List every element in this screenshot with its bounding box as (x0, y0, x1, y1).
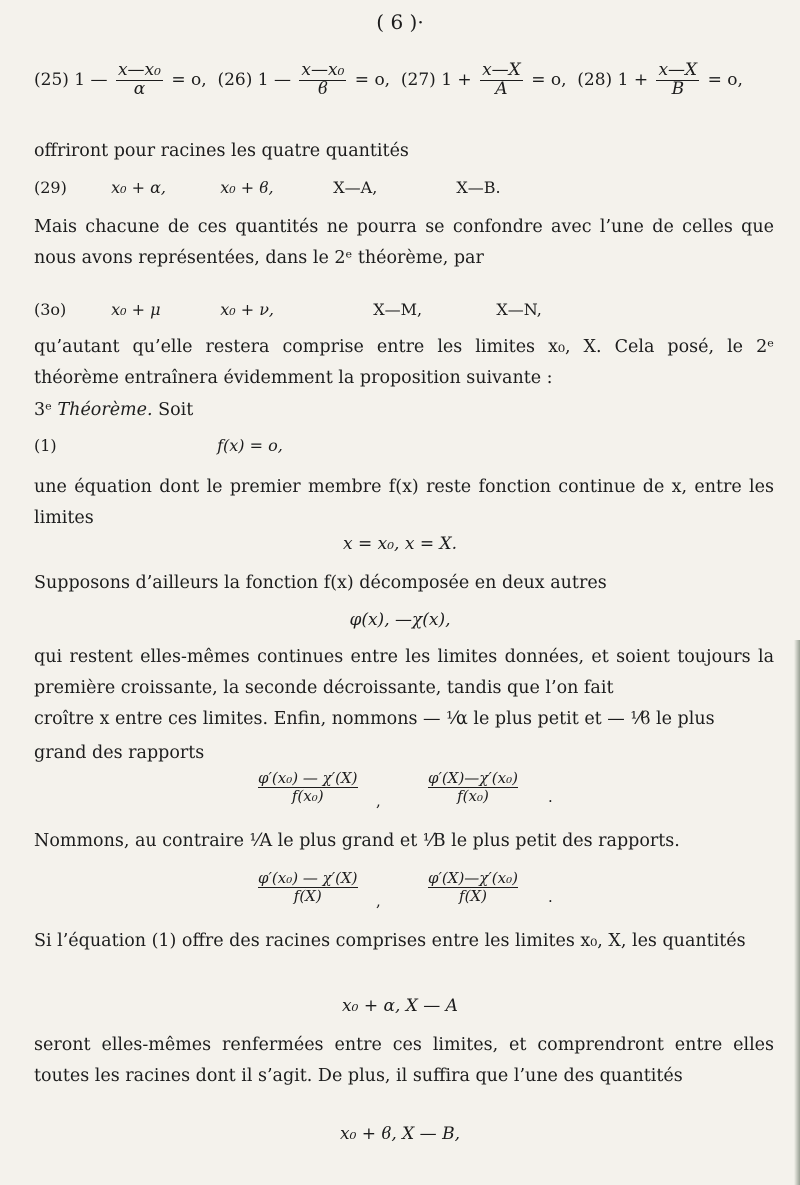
quantities-2: x₀ + ϐ, X — B, (340, 1124, 460, 1144)
eq-25: (25) 1 — $\frac{\text{x—x₀}}{\alpha}$ = o, (34, 60, 207, 99)
ratio-1b: φ′(X)—χ′(x₀) f(x₀) (428, 769, 518, 806)
equations-25-28 (34, 62, 774, 99)
ratio-2a: φ′(x₀) — χ′(X) f(X) (258, 869, 358, 906)
two-functions: φ(x), —χ(x), (349, 610, 451, 630)
theorem-heading: 3ᵉ Théorème. Soit (34, 400, 194, 420)
book-page: ( 6 )· (25) 1 — $\frac{\text{x—x₀}}{\alpha}$ = o, (26) 1 — $\frac{\text{x—x₀}}{ϐ}$ = o, (27) 1 + $\frac{x—X}{A}$ = o, (28) 1 + $\frac{x—X}{B}$ = o, offriront pour racines les quatre quantités (29) x₀ + α, x₀ + ϐ, X—A, X—B. Mais chacune de ces quantités ne pourra se confondre avec l’une de celles que nous avons représentées, dans le 2ᵉ théorème, par (3o) x₀ + μ x₀ + ν, X—M, X—N, qu’autant qu’elle restera comprise entre les limites x₀, X. Cela posé, le 2ᵉ théorème entraînera évidemment la proposition suivante : 3ᵉ Théorème. Soit (1) f(x) = o, une équation dont le premier membre f(x) reste fonction continue de x, entre les limites x = x₀, x = X. Supposons d’ailleurs la fonction f(x) décomposée en deux autres φ(x), —χ(x), qui restent elles-mêmes continues entre les limites données, et soient toujours la première croissante, la seconde décroissante, tandis que l’on fait croître x entre ces limites. Enfin, nommons — ¹⁄α le plus petit et — ¹⁄ϐ le plus grand des rapports φ′(x₀) — χ′(X) f(x₀) , φ′(X)—χ′(x₀) f(x₀) · Nommons, au contraire ¹⁄A le plus grand et ¹⁄B le plus petit des rapports. φ′(x₀) — χ′(X) f(X) , φ′(X)—χ′(x₀) f(X) · Si l’équation (1) offre des racines comprises entre les limites x₀, X, les quantités x₀ + α, X — A seront elles-mêmes renfermées entre ces limites, et comprendront entre elles toutes les racines dont il s’agit. De plus, il suffira que l’une des quantités x₀ + ϐ, X — B, (0, 0, 800, 1185)
equation-30: (3o) x₀ + μ x₀ + ν, X—M, X—N, (34, 300, 542, 319)
eq-26: (26) 1 — $\frac{\text{x—x₀}}{ϐ}$ = o, (217, 60, 391, 99)
eq-28: (28) 1 + $\frac{x—X}{B}$ = o, (577, 60, 743, 99)
ratio-1a: φ′(x₀) — χ′(X) f(x₀) (258, 769, 358, 806)
paragraph-une-equation: une équation dont le premier membre f(x) reste fonction continue de x, entre les limites (34, 477, 774, 528)
eq-27: (27) 1 + $\frac{x—X}{A}$ = o, (400, 60, 567, 99)
quantities-1: x₀ + α, X — A (342, 996, 458, 1016)
paragraph-nommons: Nommons, au contraire ¹⁄A le plus grand et ¹⁄B le plus petit des rapports. (34, 831, 680, 851)
running-head: ( 6 )· (376, 10, 424, 34)
ratio-2b: φ′(X)—χ′(x₀) f(X) (428, 869, 518, 906)
paragraph-offriront: offriront pour racines les quatre quantités (34, 141, 409, 161)
paragraph-quautant: qu’autant qu’elle restera comprise entre les limites x₀, X. Cela posé, le 2ᵉ théorème entraînera évidemment la proposition suivante : (34, 337, 774, 388)
paragraph-seront: seront elles-mêmes renfermées entre ces limites, et comprendront entre elles toutes les racines dont il s’agit. De plus, il suffira que l’une des quantités (34, 1035, 774, 1086)
paragraph-qui-restent: qui restent elles-mêmes continues entre les limites données, et soient toujours la première croissante, la seconde décroissante, tandis que l’on fait (34, 647, 774, 698)
page-edge-shadow (794, 640, 800, 1185)
equation-29: (29) x₀ + α, x₀ + ϐ, X—A, X—B. (34, 178, 501, 197)
paragraph-grand: grand des rapports (34, 743, 205, 763)
limits: x = x₀, x = X. (343, 534, 457, 554)
paragraph-croitre: croître x entre ces limites. Enfin, nommons — ¹⁄α le plus petit et — ¹⁄ϐ le plus (34, 709, 715, 729)
equation-1: (1) f(x) = o, (34, 436, 283, 455)
paragraph-mais: Mais chacune de ces quantités ne pourra se confondre avec l’une de celles que nous avons représentées, dans le 2ᵉ théorème, par (34, 217, 774, 268)
paragraph-supposons: Supposons d’ailleurs la fonction f(x) décomposée en deux autres (34, 573, 607, 593)
paragraph-si-lequation: Si l’équation (1) offre des racines comprises entre les limites x₀, X, les quantités (34, 931, 746, 951)
